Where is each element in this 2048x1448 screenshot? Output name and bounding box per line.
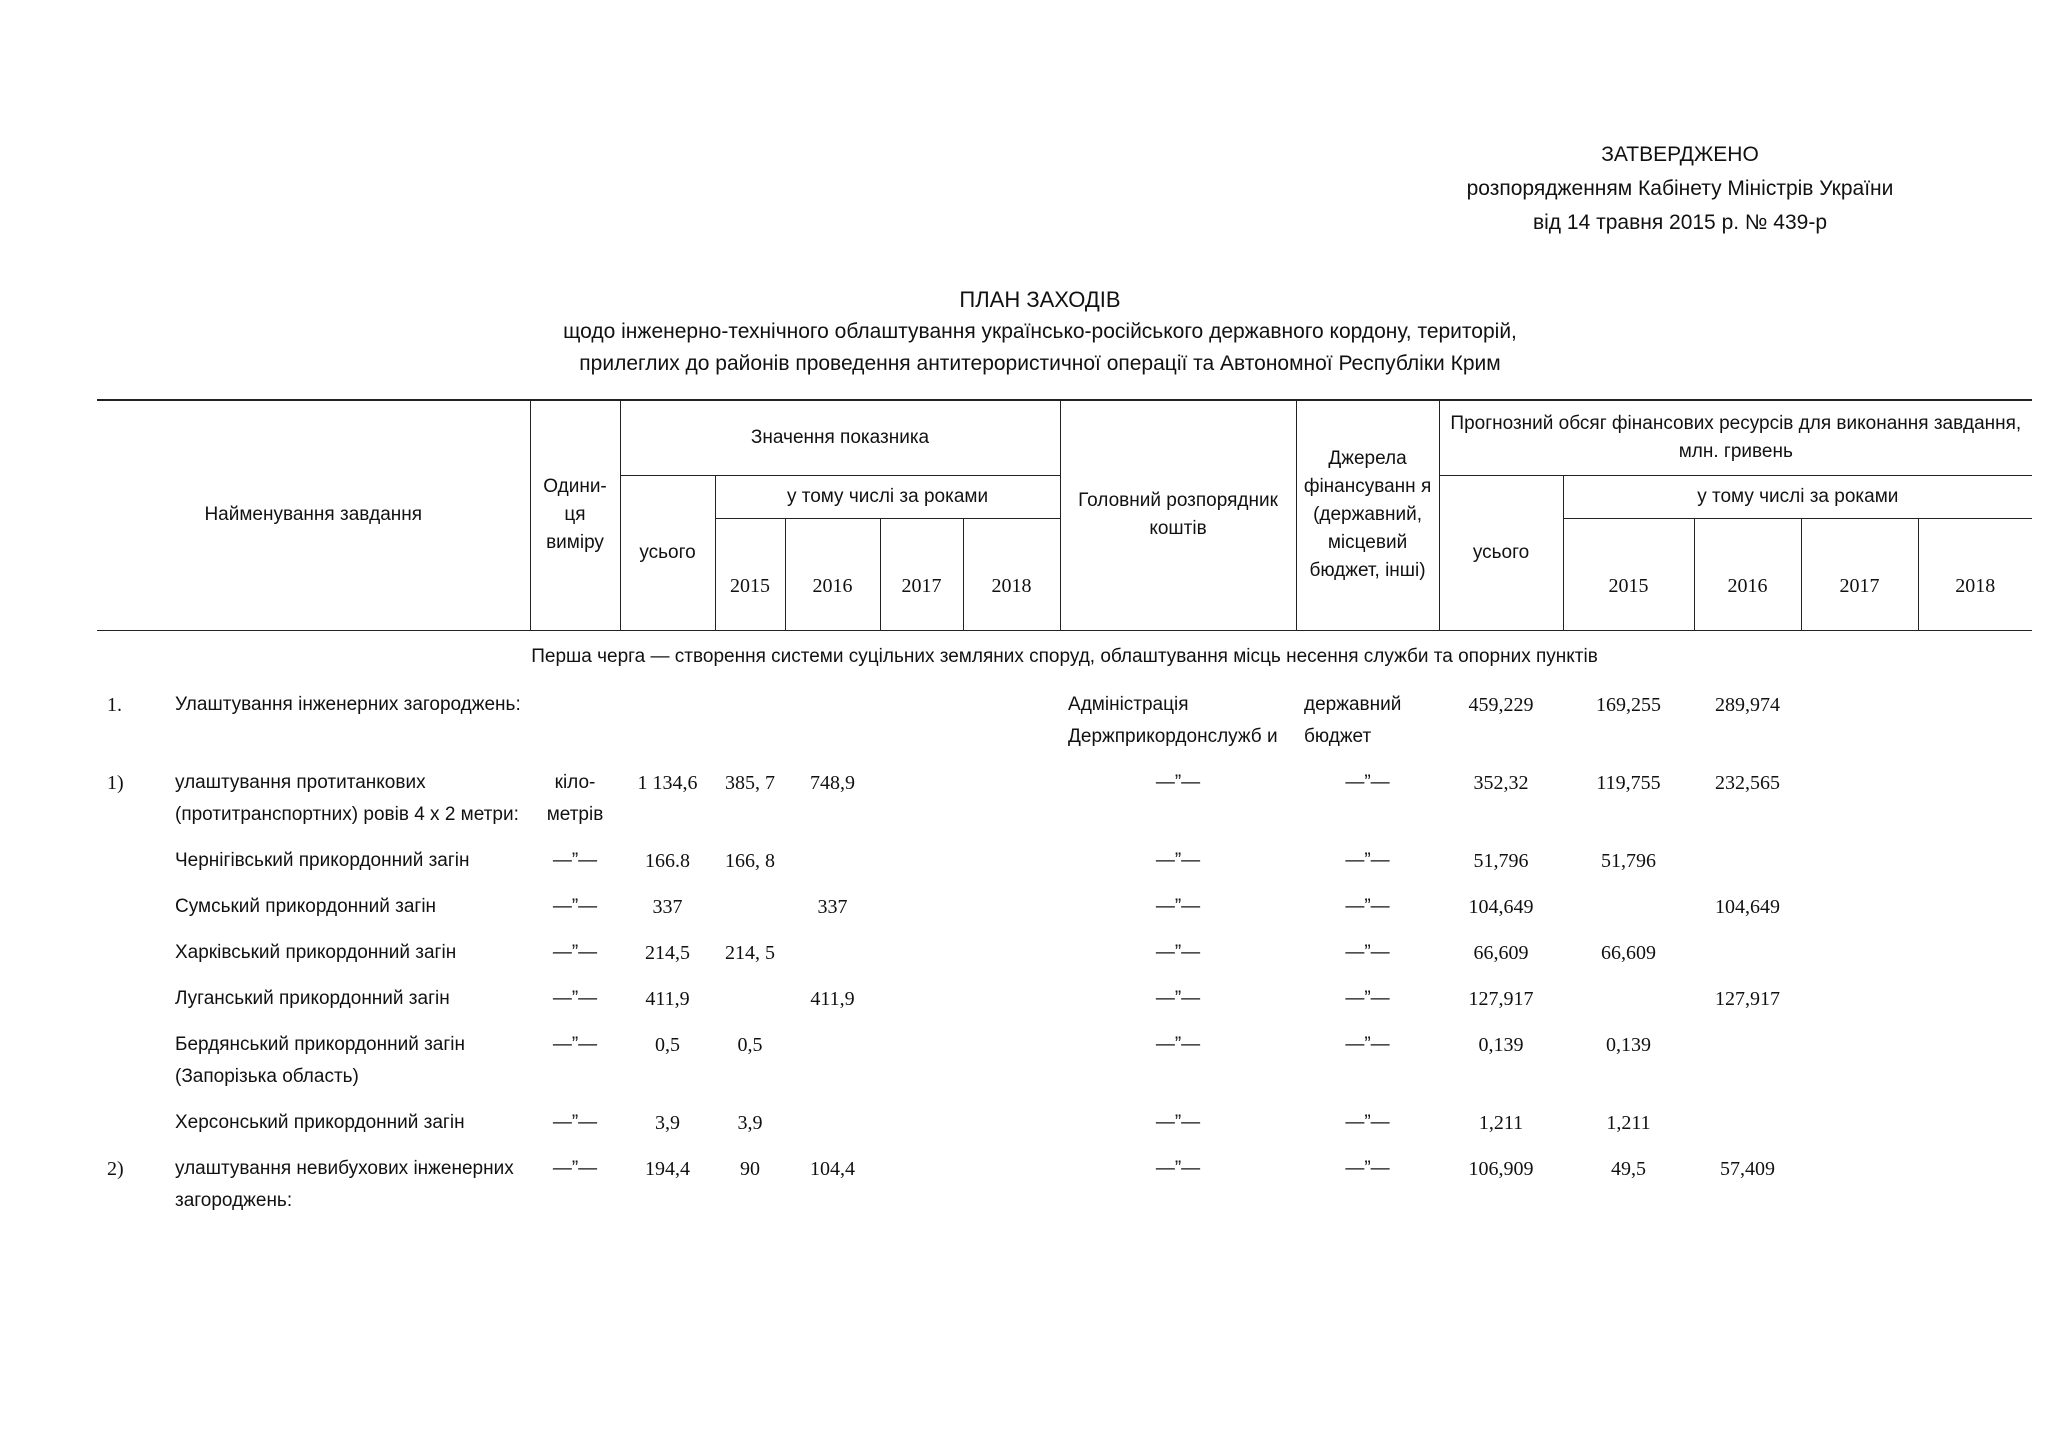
- cell-f-total: 51,796: [1473, 849, 1529, 872]
- cell-f-total: 352,32: [1473, 771, 1529, 794]
- cell-f2015: 49,5: [1611, 1157, 1647, 1180]
- cell-y2018: [963, 685, 1060, 763]
- approval-title: ЗАТВЕРДЖЕНО: [1601, 143, 1759, 166]
- cell-y2015: [715, 685, 785, 763]
- cell-f2018: [1918, 763, 2032, 841]
- cell-f2016: 289,974: [1715, 693, 1781, 716]
- header-year-2018: 2018: [963, 518, 1060, 630]
- document-subtitle-1: щодо інженерно-технічного облаштування українсько-російського державного кордону, територій,: [563, 320, 1517, 343]
- cell-f2017: [1801, 1103, 1918, 1149]
- header-task-name: Найменування завдання: [97, 400, 530, 630]
- cell-y2018: [963, 1149, 1060, 1227]
- cell-f2018: [1918, 887, 2032, 933]
- cell-f2016: [1694, 1103, 1801, 1149]
- cell-f2017: [1801, 887, 1918, 933]
- table-row: [97, 979, 2032, 1025]
- cell-y2017: [880, 1103, 963, 1149]
- cell-y2017: [880, 1025, 963, 1103]
- cell-y2015: 90: [740, 1157, 761, 1180]
- cell-f2015: [1563, 887, 1694, 933]
- cell-source: державний бюджет: [1304, 693, 1402, 747]
- header-indicator-by-years: у тому числі за роками: [715, 475, 1060, 518]
- cell-y2017: [880, 933, 963, 979]
- table-header: [97, 400, 2032, 630]
- cell-name: Сумський прикордонний загін: [175, 895, 437, 917]
- cell-name: улаштування невибухових інженерних загороджень:: [175, 1157, 514, 1211]
- cell-f2016: 232,565: [1715, 771, 1781, 794]
- header-year-2015: 2015: [715, 518, 785, 630]
- header-indicator-total: усього: [620, 475, 715, 630]
- cell-f2017: [1801, 933, 1918, 979]
- cell-f-total: 127,917: [1468, 987, 1534, 1010]
- cell-y2018: [963, 1025, 1060, 1103]
- cell-y2016: [785, 1103, 880, 1149]
- document-heading: [440, 284, 1640, 380]
- cell-idx: [97, 979, 167, 1025]
- section-row: [97, 630, 2032, 685]
- cell-f2018: [1918, 685, 2032, 763]
- cell-f-total: 106,909: [1468, 1157, 1534, 1180]
- cell-name: Харківський прикордонний загін: [175, 941, 457, 963]
- table-body: [97, 630, 2032, 1227]
- cell-y2016: [785, 1025, 880, 1103]
- cell-f2015: 169,255: [1596, 693, 1662, 716]
- cell-f2018: [1918, 933, 2032, 979]
- table-row: [97, 1103, 2032, 1149]
- cell-f-total: 1,211: [1478, 1111, 1524, 1134]
- cell-f-total: 459,229: [1468, 693, 1534, 716]
- header-forecast-year-2018: 2018: [1918, 518, 2032, 630]
- cell-total: 411,9: [645, 987, 690, 1010]
- header-source: Джерела фінансуванн я (державний, місцевий бюджет, інші): [1296, 400, 1439, 630]
- cell-manager: —”—: [1155, 849, 1201, 871]
- cell-manager: —”—: [1155, 895, 1201, 917]
- cell-f2017: [1801, 1025, 1918, 1103]
- plan-table: [97, 399, 2032, 1227]
- cell-y2016: 104,4: [810, 1157, 856, 1180]
- cell-y2017: [880, 841, 963, 887]
- table-row: [97, 1025, 2032, 1103]
- cell-unit: —”—: [552, 941, 598, 963]
- cell-idx: 1.: [107, 693, 122, 716]
- header-forecast-year-2017: 2017: [1801, 518, 1918, 630]
- cell-manager: —”—: [1155, 1157, 1201, 1179]
- header-forecast-total: усього: [1439, 475, 1563, 630]
- cell-total: 194,4: [645, 1157, 691, 1180]
- cell-idx: 2): [107, 1157, 124, 1180]
- cell-idx: [97, 841, 167, 887]
- cell-manager: —”—: [1155, 1111, 1201, 1133]
- cell-idx: [97, 887, 167, 933]
- cell-f2018: [1918, 841, 2032, 887]
- cell-manager: —”—: [1155, 1033, 1201, 1055]
- cell-y2015: 166, 8: [725, 849, 776, 872]
- cell-name: Херсонський прикордонний загін: [175, 1111, 465, 1133]
- cell-y2018: [963, 887, 1060, 933]
- cell-total: 166.8: [645, 849, 691, 872]
- header-indicator: Значення показника: [620, 400, 1060, 475]
- section-title: Перша черга — створення системи суцільних земляних споруд, облаштування місць несення служби та опорних пунктів: [531, 645, 1598, 667]
- approval-stamp: [1420, 138, 1940, 240]
- header-year-2017: 2017: [880, 518, 963, 630]
- header-unit: Одини-ця виміру: [530, 400, 620, 630]
- table-row: [97, 1149, 2032, 1227]
- cell-name: Луганський прикордонний загін: [175, 987, 450, 1009]
- cell-y2016: 337: [817, 895, 848, 918]
- cell-total: 1 134,6: [637, 771, 698, 794]
- cell-name: Улаштування інженерних загороджень:: [175, 693, 521, 715]
- cell-f2015: 66,609: [1601, 941, 1657, 964]
- cell-f2015: 119,755: [1596, 771, 1661, 794]
- cell-f2015: 51,796: [1601, 849, 1657, 872]
- approval-line-1: розпорядженням Кабінету Міністрів України: [1466, 177, 1894, 200]
- cell-source: —”—: [1345, 1033, 1390, 1055]
- cell-manager: —”—: [1155, 941, 1201, 963]
- cell-f2017: [1801, 979, 1918, 1025]
- cell-source: —”—: [1345, 895, 1390, 917]
- cell-y2018: [963, 979, 1060, 1025]
- cell-y2015: 3,9: [737, 1111, 763, 1134]
- table-row: [97, 763, 2032, 841]
- cell-y2017: [880, 763, 963, 841]
- cell-f2015: 0,139: [1606, 1033, 1652, 1056]
- cell-unit: [530, 685, 620, 763]
- cell-y2015: [715, 887, 785, 933]
- cell-source: —”—: [1345, 1157, 1390, 1179]
- cell-name: Бердянський прикордонний загін (Запорізька область): [175, 1033, 466, 1087]
- cell-f2016: [1694, 841, 1801, 887]
- cell-y2018: [963, 1103, 1060, 1149]
- document-title: ПЛАН ЗАХОДІВ: [959, 287, 1121, 312]
- cell-manager: —”—: [1155, 771, 1201, 793]
- cell-f2016: 57,409: [1720, 1157, 1776, 1180]
- cell-f2017: [1801, 763, 1918, 841]
- cell-f2018: [1918, 1103, 2032, 1149]
- cell-source: —”—: [1345, 849, 1390, 871]
- cell-unit: —”—: [552, 895, 598, 917]
- table-row: [97, 685, 2032, 763]
- document-subtitle-2: прилеглих до районів проведення антитерористичної операції та Автономної Республіки Крим: [579, 352, 1501, 375]
- header-forecast-by-years: у тому числі за роками: [1563, 475, 2032, 518]
- cell-y2017: [880, 979, 963, 1025]
- cell-total: [620, 685, 715, 763]
- header-forecast-year-2016: 2016: [1694, 518, 1801, 630]
- cell-f2015: 1,211: [1606, 1111, 1651, 1134]
- cell-y2017: [880, 887, 963, 933]
- cell-y2018: [963, 933, 1060, 979]
- cell-manager: Адміністрація Держприкордонслужб и: [1068, 693, 1278, 747]
- table-row: [97, 841, 2032, 887]
- cell-f2015: [1563, 979, 1694, 1025]
- cell-y2017: [880, 685, 963, 763]
- cell-manager: —”—: [1155, 987, 1201, 1009]
- header-year-2016: 2016: [785, 518, 880, 630]
- cell-f-total: 66,609: [1473, 941, 1529, 964]
- cell-f2017: [1801, 685, 1918, 763]
- cell-f2017: [1801, 1149, 1918, 1227]
- cell-source: —”—: [1345, 771, 1390, 793]
- cell-y2016: [785, 685, 880, 763]
- cell-idx: [97, 933, 167, 979]
- cell-idx: [97, 1103, 167, 1149]
- cell-source: —”—: [1345, 1111, 1390, 1133]
- cell-unit: кіло-метрів: [546, 771, 604, 825]
- cell-f2016: 104,649: [1715, 895, 1781, 918]
- cell-y2015: [715, 979, 785, 1025]
- cell-y2016: [785, 933, 880, 979]
- table-row: [97, 933, 2032, 979]
- cell-idx: 1): [107, 771, 124, 794]
- cell-total: 0,5: [655, 1033, 681, 1056]
- cell-y2015: 385, 7: [725, 771, 776, 794]
- cell-unit: —”—: [552, 987, 598, 1009]
- cell-y2018: [963, 841, 1060, 887]
- cell-y2016: 748,9: [810, 771, 856, 794]
- cell-f2018: [1918, 979, 2032, 1025]
- cell-f2017: [1801, 841, 1918, 887]
- cell-y2015: 214, 5: [725, 941, 776, 964]
- cell-y2016: 411,9: [810, 987, 855, 1010]
- cell-f2016: [1694, 1025, 1801, 1103]
- cell-source: —”—: [1345, 941, 1390, 963]
- table-row: [97, 887, 2032, 933]
- cell-f2016: [1694, 933, 1801, 979]
- cell-f2016: 127,917: [1715, 987, 1781, 1010]
- cell-f2018: [1918, 1025, 2032, 1103]
- cell-source: —”—: [1345, 987, 1390, 1009]
- cell-f-total: 0,139: [1478, 1033, 1524, 1056]
- header-manager: Головний розпорядник коштів: [1060, 400, 1296, 630]
- cell-unit: —”—: [552, 1111, 598, 1133]
- cell-name: Чернігівський прикордонний загін: [175, 849, 470, 871]
- cell-name: улаштування протитанкових (протитранспортних) ровів 4 х 2 метри:: [175, 771, 519, 825]
- cell-unit: —”—: [552, 1157, 598, 1179]
- cell-f2018: [1918, 1149, 2032, 1227]
- cell-total: 337: [652, 895, 683, 918]
- cell-total: 3,9: [655, 1111, 681, 1134]
- cell-y2018: [963, 763, 1060, 841]
- cell-y2016: [785, 841, 880, 887]
- cell-y2015: 0,5: [737, 1033, 763, 1056]
- cell-unit: —”—: [552, 849, 598, 871]
- cell-unit: —”—: [552, 1033, 598, 1055]
- approval-line-2: від 14 травня 2015 р. № 439-р: [1532, 211, 1827, 234]
- header-forecast-year-2015: 2015: [1563, 518, 1694, 630]
- header-forecast: Прогнозний обсяг фінансових ресурсів для виконання завдання, млн. гривень: [1439, 400, 2032, 475]
- cell-y2017: [880, 1149, 963, 1227]
- cell-idx: [97, 1025, 167, 1103]
- cell-total: 214,5: [645, 941, 691, 964]
- cell-f-total: 104,649: [1468, 895, 1534, 918]
